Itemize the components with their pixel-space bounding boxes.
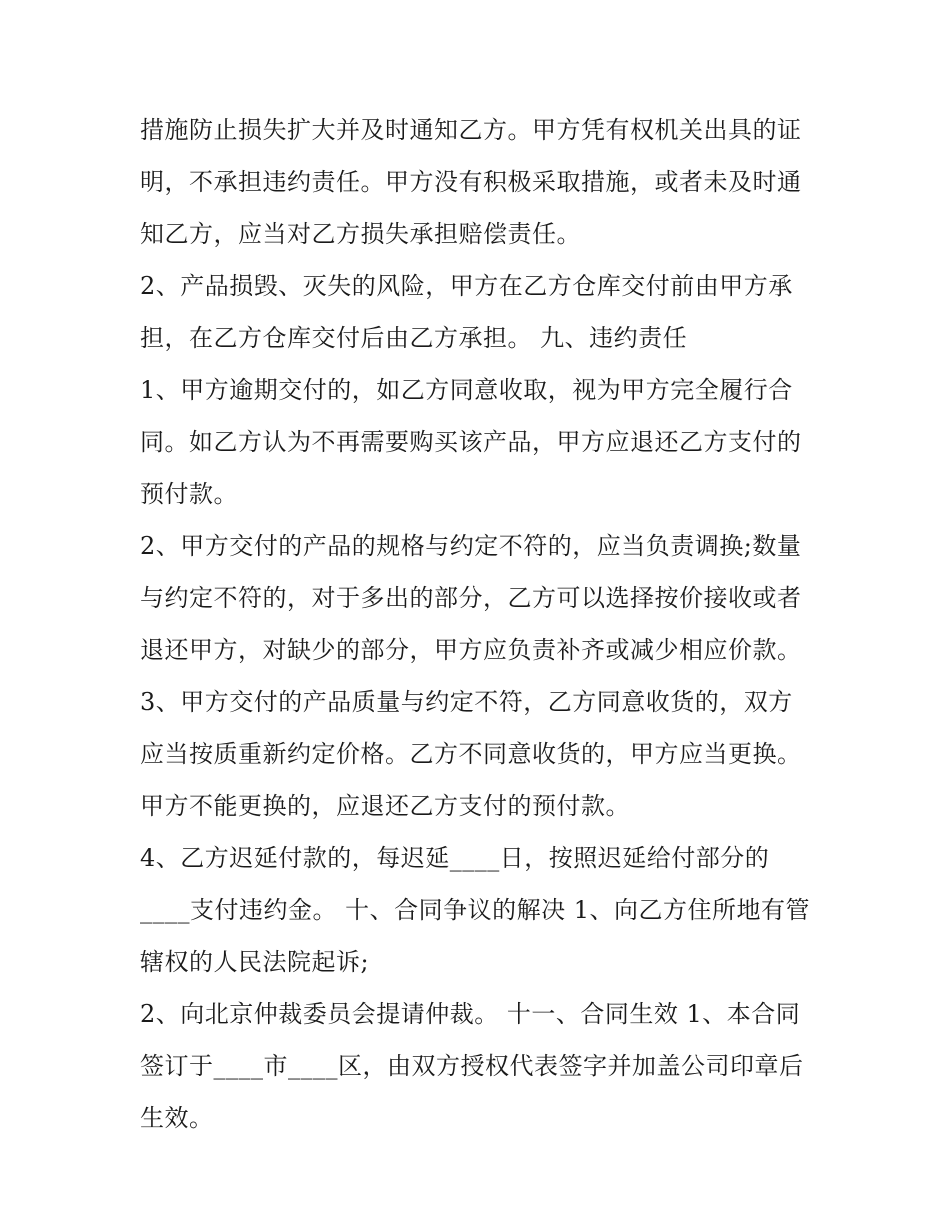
text-line: 退还甲方，对缺少的部分，甲方应负责补齐或减少相应价款。 xyxy=(140,636,802,664)
text-line: 甲方不能更换的，应退还乙方支付的预付款。 xyxy=(140,792,630,820)
text-line: 2、甲方交付的产品的规格与约定不符的，应当负责调换;数量 xyxy=(140,532,802,560)
text-line: ____支付违约金。 十、合同争议的解决 1、向乙方住所地有管 xyxy=(140,896,811,924)
text-line: 辖权的人民法院起诉; xyxy=(140,948,370,976)
text-line: 同。如乙方认为不再需要购买该产品，甲方应退还乙方支付的 xyxy=(140,428,802,456)
text-line: 知乙方，应当对乙方损失承担赔偿责任。 xyxy=(140,220,581,248)
text-line: 2、向北京仲裁委员会提请仲裁。 十一、合同生效 1、本合同 xyxy=(140,1000,801,1028)
text-line: 2、产品损毁、灭失的风险，甲方在乙方仓库交付前由甲方承 xyxy=(140,272,793,300)
text-line: 与约定不符的，对于多出的部分，乙方可以选择按价接收或者 xyxy=(140,584,802,612)
text-line: 担，在乙方仓库交付后由乙方承担。 九、违约责任 xyxy=(140,324,688,352)
text-line: 应当按质重新约定价格。乙方不同意收货的，甲方应当更换。 xyxy=(140,740,802,768)
text-line: 预付款。 xyxy=(140,480,238,508)
text-line: 生效。 xyxy=(140,1104,214,1132)
document-body xyxy=(140,104,820,1144)
text-line: 签订于____市____区，由双方授权代表签字并加盖公司印章后 xyxy=(140,1052,804,1080)
text-line: 4、乙方迟延付款的，每迟延____日，按照迟延给付部分的 xyxy=(140,844,770,872)
text-line: 明，不承担违约责任。甲方没有积极采取措施，或者未及时通 xyxy=(140,168,802,196)
text-line: 1、甲方逾期交付的，如乙方同意收取，视为甲方完全履行合 xyxy=(140,376,793,404)
text-line: 3、甲方交付的产品质量与约定不符，乙方同意收货的，双方 xyxy=(140,688,793,716)
text-line: 措施防止损失扩大并及时通知乙方。甲方凭有权机关出具的证 xyxy=(140,116,802,144)
